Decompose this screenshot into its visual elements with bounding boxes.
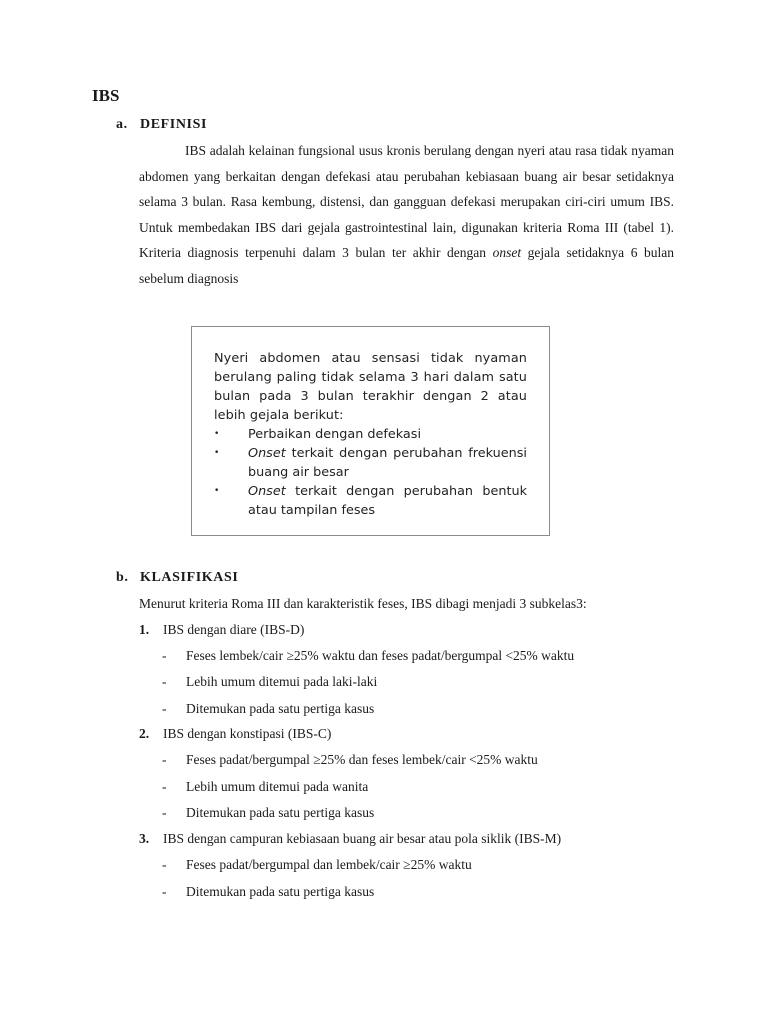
ibs-type-point <box>162 805 374 821</box>
ibs-type-point-text: Feses lembek/cair ≥25% waktu dan feses padat/bergumpal <25% waktu <box>186 648 575 663</box>
ibs-type-item <box>139 831 561 847</box>
definition-text-part1: IBS adalah kelainan fungsional usus kronis berulang dengan nyeri atau rasa tidak nyaman abdomen yang berkaitan dengan defekasi atau perubahan kebiasaan buang air besar setidaknya selama 3 bulan. Rasa kembung, distensi, dan gangguan defekasi merupakan ciri-ciri umum IBS. Untuk membedakan IBS dari gejala gastrointestinal lain, digunakan kriteria Roma III (tabel 1). Kriteria diagnosis terpenuhi dalam 3 bulan ter akhir dengan <box>139 143 674 261</box>
bullet-icon: • <box>214 486 220 496</box>
ibs-type-point-text: Feses padat/bergumpal ≥25% dan feses lembek/cair <25% waktu <box>186 752 538 767</box>
ibs-type-number: 2. <box>139 726 150 741</box>
ibs-type-label: IBS dengan konstipasi (IBS-C) <box>163 726 332 741</box>
definition-text-part2: gejala setidaknya 6 bulan sebelum diagnosis <box>139 245 675 286</box>
ibs-type-point <box>162 884 374 900</box>
dash-marker: - <box>162 857 167 872</box>
section-a-heading <box>116 117 207 133</box>
ibs-type-point <box>162 752 538 768</box>
bullet-icon: • <box>214 429 220 439</box>
dash-marker: - <box>162 805 167 820</box>
criteria-item <box>214 444 527 482</box>
definition-onset-word: onset <box>492 245 522 261</box>
ibs-type-point <box>162 857 472 873</box>
criteria-item <box>214 482 527 520</box>
dash-marker: - <box>162 648 167 663</box>
criteria-list <box>214 425 527 520</box>
criteria-item-text: terkait dengan perubahan frekuensi buang air besar <box>248 446 527 480</box>
definition-paragraph <box>139 138 674 292</box>
ibs-type-point-text: Ditemukan pada satu pertiga kasus <box>186 884 375 899</box>
ibs-type-point <box>162 674 377 690</box>
criteria-intro: Nyeri abdomen atau sensasi tidak nyaman berulang paling tidak selama 3 hari dalam satu bulan pada 3 bulan terakhir dengan 2 atau lebih gejala berikut: <box>214 351 527 423</box>
ibs-type-point-text: Ditemukan pada satu pertiga kasus <box>186 805 375 820</box>
dash-marker: - <box>162 884 167 899</box>
ibs-type-point-text: Feses padat/bergumpal dan lembek/cair ≥25% waktu <box>186 857 472 872</box>
ibs-type-number: 1. <box>139 622 150 637</box>
rome-iii-criteria-box <box>191 326 550 536</box>
ibs-type-point <box>162 701 374 717</box>
ibs-type-number: 3. <box>139 831 150 846</box>
ibs-type-point-text: Ditemukan pada satu pertiga kasus <box>186 701 375 716</box>
ibs-type-point <box>162 779 368 795</box>
ibs-type-point <box>162 648 574 664</box>
classification-intro: Menurut kriteria Roma III dan karakteristik feses, IBS dibagi menjadi 3 subkelas3: <box>139 596 587 611</box>
section-a-title: DEFINISI <box>140 117 208 132</box>
section-b-marker: b. <box>116 570 129 585</box>
ibs-type-label: IBS dengan campuran kebiasaan buang air besar atau pola siklik (IBS-M) <box>163 831 562 846</box>
ibs-type-label: IBS dengan diare (IBS-D) <box>163 622 305 637</box>
dash-marker: - <box>162 779 167 794</box>
criteria-item-text: Perbaikan dengan defekasi <box>248 427 421 442</box>
section-b-heading <box>116 570 238 586</box>
dash-marker: - <box>162 701 167 716</box>
section-b-title: KLASIFIKASI <box>140 570 239 585</box>
dash-marker: - <box>162 752 167 767</box>
ibs-type-point-text: Lebih umum ditemui pada wanita <box>186 779 369 794</box>
bullet-icon: • <box>214 448 220 458</box>
ibs-type-point-text: Lebih umum ditemui pada laki-laki <box>186 674 378 689</box>
criteria-item-text: terkait dengan perubahan bentuk atau tampilan feses <box>248 484 527 518</box>
ibs-type-item <box>139 622 304 638</box>
criteria-item <box>214 425 527 444</box>
criteria-item-onset: Onset <box>248 446 286 461</box>
criteria-item-onset: Onset <box>248 484 286 499</box>
section-a-marker: a. <box>116 117 128 132</box>
dash-marker: - <box>162 674 167 689</box>
ibs-type-item <box>139 726 331 742</box>
document-title: IBS <box>92 86 120 105</box>
